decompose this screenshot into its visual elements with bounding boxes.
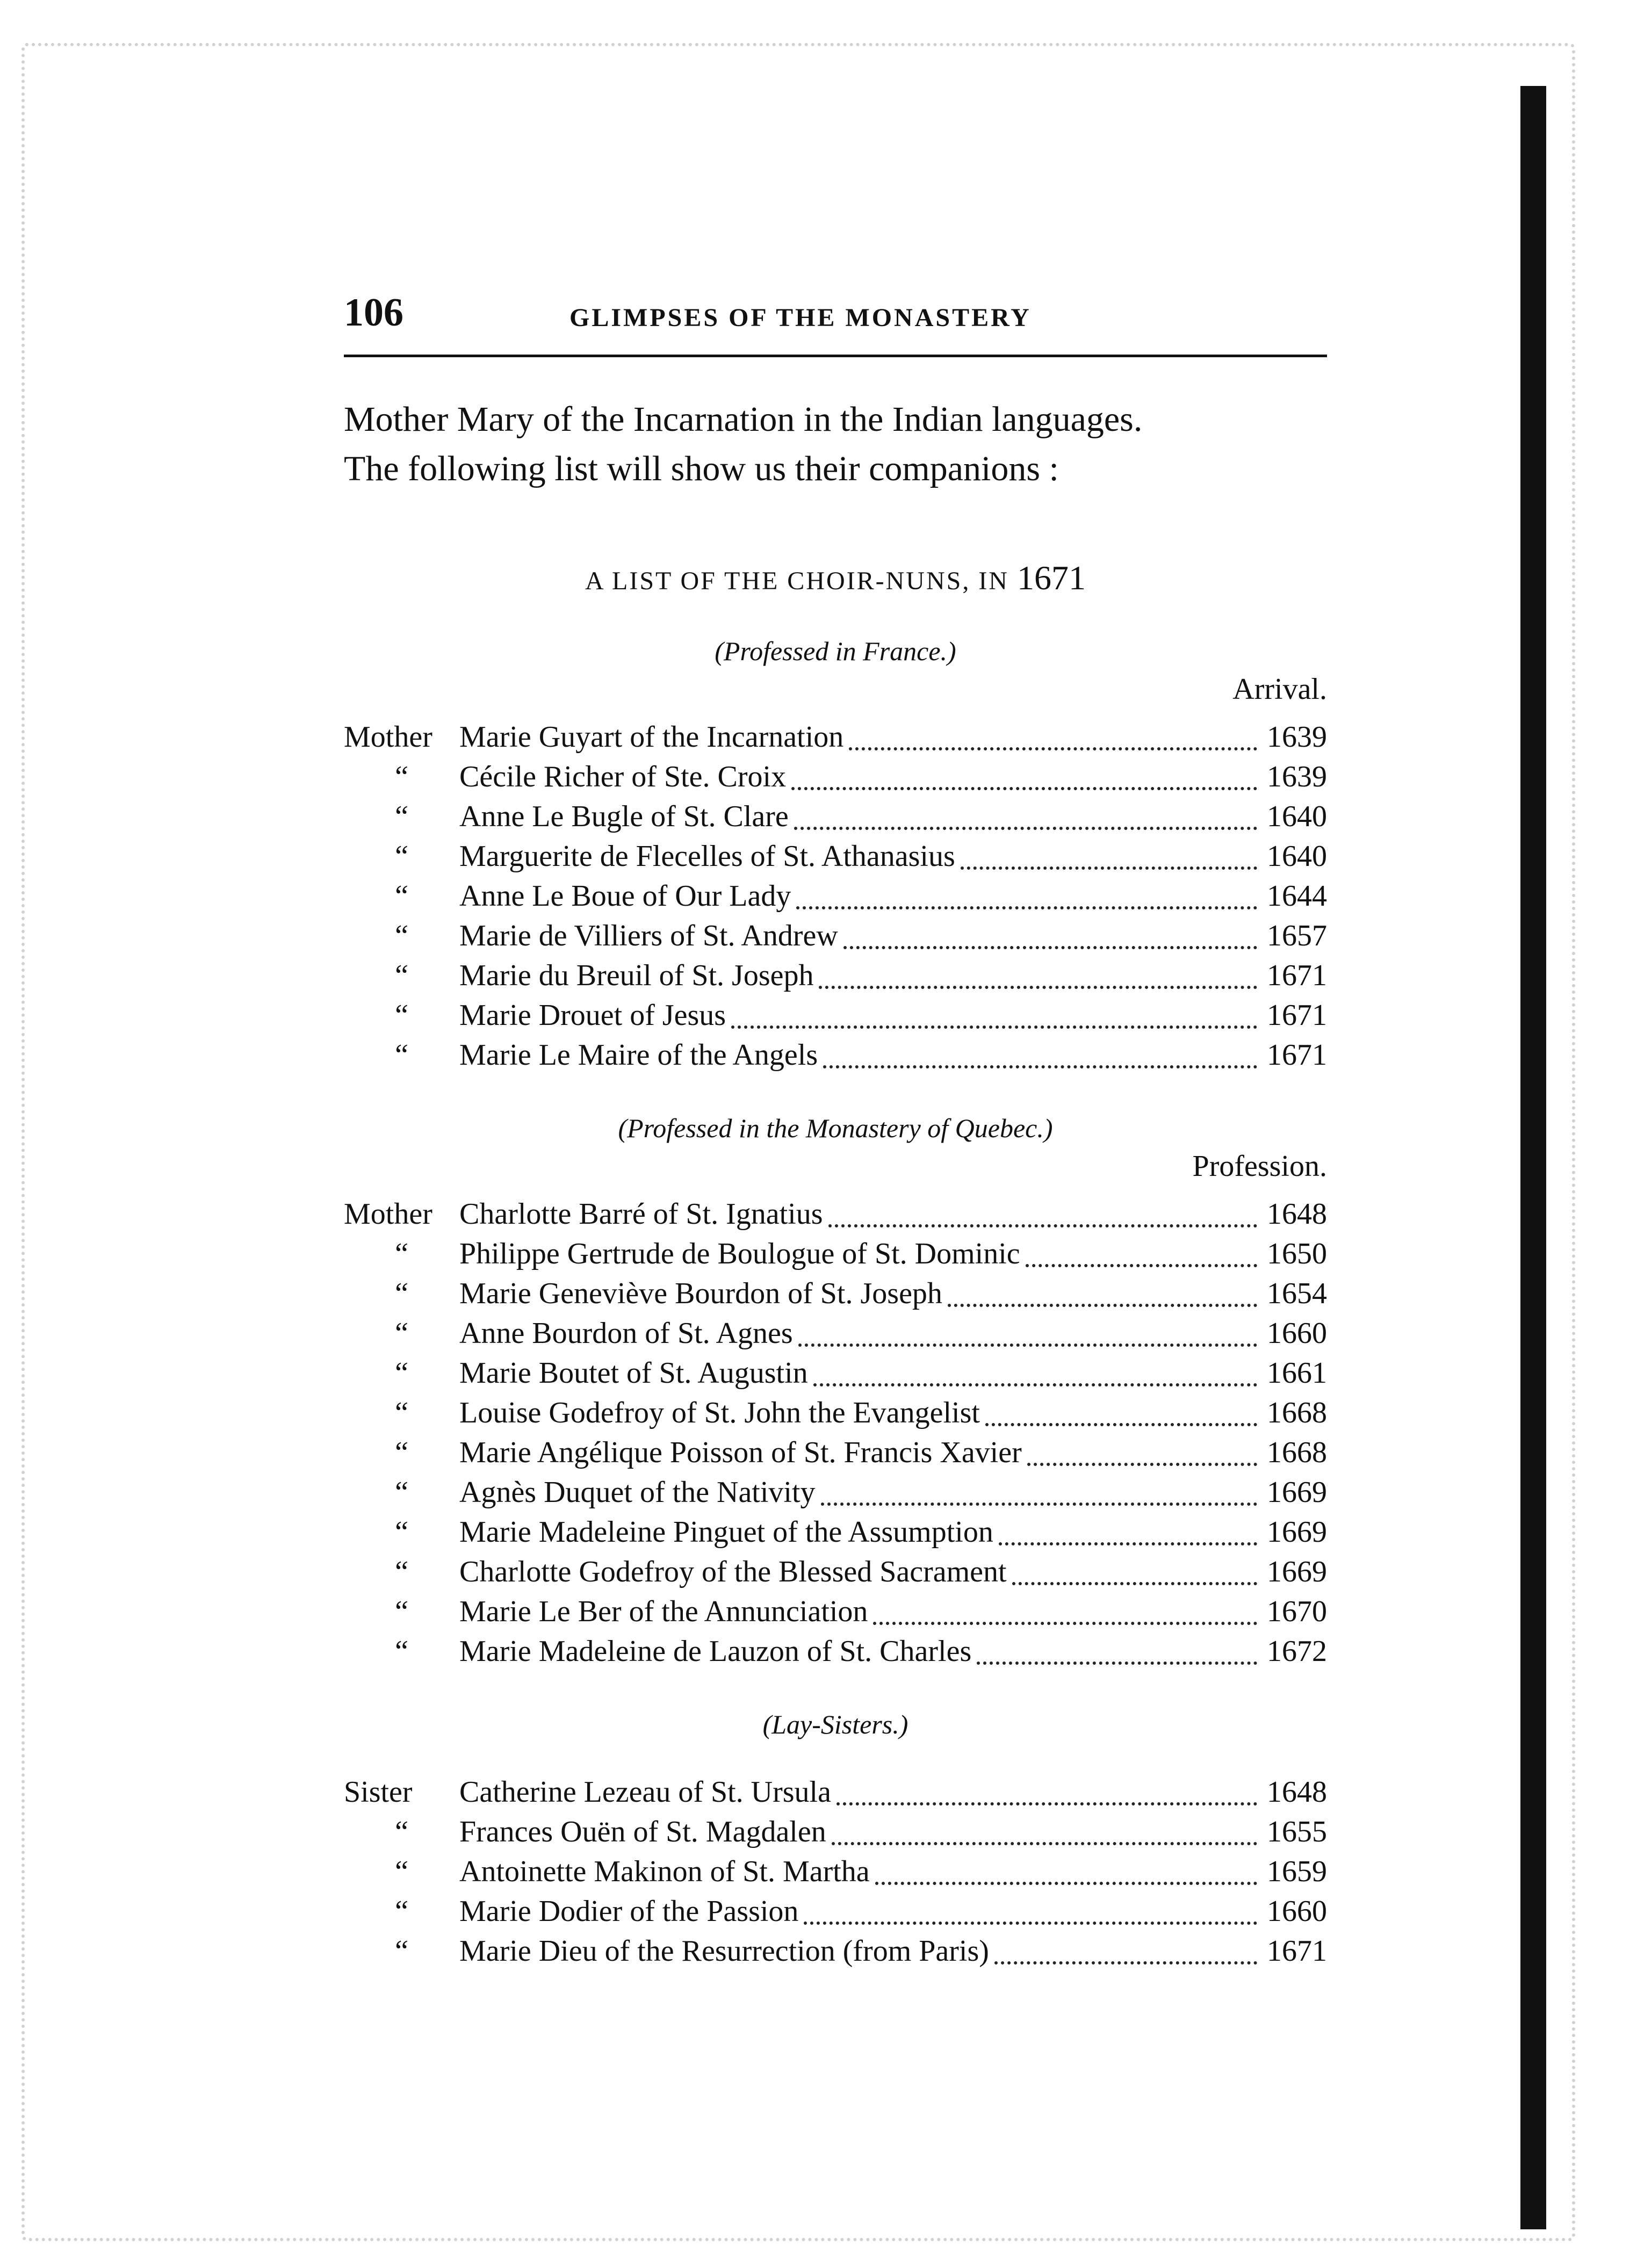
dot-leader bbox=[794, 816, 1257, 830]
book-spine-shadow bbox=[1520, 86, 1546, 2229]
ditto-mark: “ bbox=[395, 760, 408, 793]
nun-name: Anne Le Boue of Our Lady bbox=[459, 879, 791, 913]
nun-name: Marie Drouet of Jesus bbox=[459, 999, 726, 1032]
ditto-mark: “ bbox=[395, 1237, 408, 1270]
nun-name: Charlotte Godefroy of the Blessed Sacrament bbox=[459, 1555, 1007, 1588]
dot-leader bbox=[999, 1532, 1257, 1545]
running-head bbox=[344, 290, 1327, 349]
dot-leader bbox=[791, 776, 1257, 790]
list-title-year: 1671 bbox=[1016, 559, 1086, 597]
ditto-mark: “ bbox=[395, 1515, 408, 1549]
list-item bbox=[344, 1552, 1327, 1592]
list-item bbox=[344, 876, 1327, 916]
dot-leader bbox=[977, 1651, 1257, 1665]
ditto-mark: “ bbox=[395, 1934, 408, 1968]
section-france bbox=[344, 635, 1327, 1075]
column-label-profession: Profession. bbox=[1192, 1150, 1327, 1183]
header-rule bbox=[344, 355, 1327, 357]
entry-year: 1671 bbox=[1267, 959, 1327, 992]
entry-year: 1672 bbox=[1267, 1635, 1327, 1668]
entry-year: 1640 bbox=[1267, 800, 1327, 833]
ditto-mark: “ bbox=[395, 1476, 408, 1509]
dot-leader bbox=[875, 1871, 1257, 1885]
list-item bbox=[344, 1512, 1327, 1552]
book-page bbox=[344, 290, 1327, 1971]
section-caption: (Lay-Sisters.) bbox=[762, 1709, 908, 1739]
ditto-mark: “ bbox=[395, 1595, 408, 1628]
list-item bbox=[344, 995, 1327, 1035]
entry-year: 1654 bbox=[1267, 1277, 1327, 1310]
ditto-mark: “ bbox=[395, 879, 408, 913]
dot-leader bbox=[828, 1214, 1257, 1227]
nun-name: Marie Angélique Poisson of St. Francis Xavier bbox=[459, 1436, 1022, 1469]
running-title: GLIMPSES OF THE MONASTERY bbox=[569, 304, 1032, 332]
nun-name: Catherine Lezeau of St. Ursula bbox=[459, 1775, 831, 1809]
intro-line: Mother Mary of the Incarnation in the Indian languages. bbox=[344, 400, 1143, 439]
ditto-mark: “ bbox=[395, 1277, 408, 1310]
nun-name: Anne Bourdon of St. Agnes bbox=[459, 1317, 793, 1350]
nun-name: Marie Geneviève Bourdon of St. Joseph bbox=[459, 1277, 942, 1310]
dot-leader bbox=[823, 1054, 1257, 1068]
dot-leader bbox=[819, 975, 1257, 989]
list-item bbox=[344, 1891, 1327, 1931]
entry-year: 1660 bbox=[1267, 1317, 1327, 1350]
nun-name: Marie Dodier of the Passion bbox=[459, 1895, 799, 1928]
intro-line: The following list will show us their companions : bbox=[344, 449, 1059, 488]
entry-list bbox=[344, 1194, 1327, 1671]
entry-year: 1648 bbox=[1267, 1197, 1327, 1231]
nun-name: Marguerite de Flecelles of St. Athanasius bbox=[459, 840, 955, 873]
list-item bbox=[344, 1353, 1327, 1393]
list-item bbox=[344, 836, 1327, 876]
nun-name: Marie Madeleine Pinguet of the Assumption bbox=[459, 1515, 993, 1549]
dot-leader bbox=[804, 1911, 1257, 1925]
ditto-mark: “ bbox=[395, 1436, 408, 1469]
dot-leader bbox=[873, 1611, 1257, 1625]
nun-name: Antoinette Makinon of St. Martha bbox=[459, 1855, 870, 1888]
section-caption: (Professed in France.) bbox=[715, 636, 956, 666]
dot-leader bbox=[849, 736, 1257, 750]
title-prefix: Mother bbox=[344, 720, 432, 754]
page-number: 106 bbox=[344, 291, 403, 335]
nun-name: Marie Guyart of the Incarnation bbox=[459, 720, 844, 754]
dot-leader bbox=[798, 1333, 1257, 1347]
dot-leader bbox=[1027, 1452, 1257, 1466]
nun-name: Marie Le Maire of the Angels bbox=[459, 1038, 818, 1072]
list-item bbox=[344, 1772, 1327, 1812]
ditto-mark: “ bbox=[395, 800, 408, 833]
nun-name: Cécile Richer of Ste. Croix bbox=[459, 760, 787, 793]
entry-year: 1660 bbox=[1267, 1895, 1327, 1928]
ditto-mark: “ bbox=[395, 1855, 408, 1888]
entry-list bbox=[344, 717, 1327, 1075]
list-title bbox=[344, 558, 1327, 598]
dot-leader bbox=[821, 1492, 1257, 1506]
entry-year: 1668 bbox=[1267, 1396, 1327, 1429]
entry-year: 1669 bbox=[1267, 1515, 1327, 1549]
dot-leader bbox=[832, 1831, 1257, 1845]
dot-leader bbox=[948, 1293, 1257, 1307]
section-caption: (Professed in the Monastery of Quebec.) bbox=[618, 1113, 1053, 1143]
ditto-mark: “ bbox=[395, 1396, 408, 1429]
entry-year: 1659 bbox=[1267, 1855, 1327, 1888]
title-prefix: Mother bbox=[344, 1197, 432, 1231]
dot-leader bbox=[985, 1412, 1257, 1426]
entry-list bbox=[344, 1772, 1327, 1971]
dot-leader bbox=[796, 895, 1257, 909]
list-item bbox=[344, 1035, 1327, 1075]
dot-leader bbox=[961, 856, 1257, 870]
ditto-mark: “ bbox=[395, 1317, 408, 1350]
list-item bbox=[344, 1194, 1327, 1234]
entry-year: 1670 bbox=[1267, 1595, 1327, 1628]
dot-leader bbox=[813, 1373, 1257, 1386]
entry-year: 1669 bbox=[1267, 1476, 1327, 1509]
ditto-mark: “ bbox=[395, 959, 408, 992]
list-item bbox=[344, 916, 1327, 956]
entry-year: 1648 bbox=[1267, 1775, 1327, 1809]
list-item bbox=[344, 1592, 1327, 1631]
nun-name: Agnès Duquet of the Nativity bbox=[459, 1476, 816, 1509]
list-item bbox=[344, 1313, 1327, 1353]
entry-year: 1671 bbox=[1267, 1934, 1327, 1968]
nun-name: Marie du Breuil of St. Joseph bbox=[459, 959, 814, 992]
ditto-mark: “ bbox=[395, 1815, 408, 1848]
entry-year: 1671 bbox=[1267, 1038, 1327, 1072]
entry-year: 1655 bbox=[1267, 1815, 1327, 1848]
nun-name: Marie de Villiers of St. Andrew bbox=[459, 919, 838, 952]
entry-year: 1669 bbox=[1267, 1555, 1327, 1588]
ditto-mark: “ bbox=[395, 1356, 408, 1390]
section-lay-sisters bbox=[344, 1709, 1327, 1971]
dot-leader bbox=[1012, 1571, 1257, 1585]
entry-year: 1639 bbox=[1267, 720, 1327, 754]
ditto-mark: “ bbox=[395, 919, 408, 952]
intro-paragraph bbox=[344, 395, 1327, 494]
title-prefix: Sister bbox=[344, 1775, 413, 1809]
nun-name: Philippe Gertrude de Boulogue of St. Dominic bbox=[459, 1237, 1020, 1270]
list-item bbox=[344, 1812, 1327, 1852]
list-item bbox=[344, 1433, 1327, 1472]
ditto-mark: “ bbox=[395, 1635, 408, 1668]
entry-year: 1650 bbox=[1267, 1237, 1327, 1270]
dot-leader bbox=[836, 1792, 1257, 1805]
entry-year: 1639 bbox=[1267, 760, 1327, 793]
list-item bbox=[344, 797, 1327, 836]
nun-name: Anne Le Bugle of St. Clare bbox=[459, 800, 789, 833]
list-item bbox=[344, 1852, 1327, 1891]
list-item bbox=[344, 1234, 1327, 1274]
section-quebec bbox=[344, 1113, 1327, 1671]
nun-name: Louise Godefroy of St. John the Evangelist bbox=[459, 1396, 980, 1429]
ditto-mark: “ bbox=[395, 1038, 408, 1072]
nun-name: Frances Ouën of St. Magdalen bbox=[459, 1815, 826, 1848]
list-item bbox=[344, 956, 1327, 995]
nun-name: Marie Le Ber of the Annunciation bbox=[459, 1595, 868, 1628]
entry-year: 1671 bbox=[1267, 999, 1327, 1032]
ditto-mark: “ bbox=[395, 840, 408, 873]
entry-year: 1661 bbox=[1267, 1356, 1327, 1390]
nun-name: Marie Madeleine de Lauzon of St. Charles bbox=[459, 1635, 972, 1668]
entry-year: 1657 bbox=[1267, 919, 1327, 952]
dot-leader bbox=[731, 1015, 1257, 1029]
column-label-arrival: Arrival. bbox=[1232, 673, 1327, 706]
dot-leader bbox=[994, 1951, 1257, 1964]
list-item bbox=[344, 1931, 1327, 1971]
ditto-mark: “ bbox=[395, 1555, 408, 1588]
ditto-mark: “ bbox=[395, 999, 408, 1032]
entry-year: 1640 bbox=[1267, 840, 1327, 873]
dot-leader bbox=[1026, 1253, 1257, 1267]
list-title-text: A LIST OF THE CHOIR-NUNS, IN bbox=[585, 567, 1009, 595]
list-item bbox=[344, 1472, 1327, 1512]
entry-year: 1668 bbox=[1267, 1436, 1327, 1469]
list-item bbox=[344, 1274, 1327, 1313]
list-item bbox=[344, 1631, 1327, 1671]
dot-leader bbox=[843, 935, 1257, 949]
ditto-mark: “ bbox=[395, 1895, 408, 1928]
entry-year: 1644 bbox=[1267, 879, 1327, 913]
nun-name: Charlotte Barré of St. Ignatius bbox=[459, 1197, 823, 1231]
list-item bbox=[344, 1393, 1327, 1433]
list-item bbox=[344, 717, 1327, 757]
list-item bbox=[344, 757, 1327, 797]
nun-name: Marie Dieu of the Resurrection (from Paris) bbox=[459, 1934, 989, 1968]
nun-name: Marie Boutet of St. Augustin bbox=[459, 1356, 808, 1390]
